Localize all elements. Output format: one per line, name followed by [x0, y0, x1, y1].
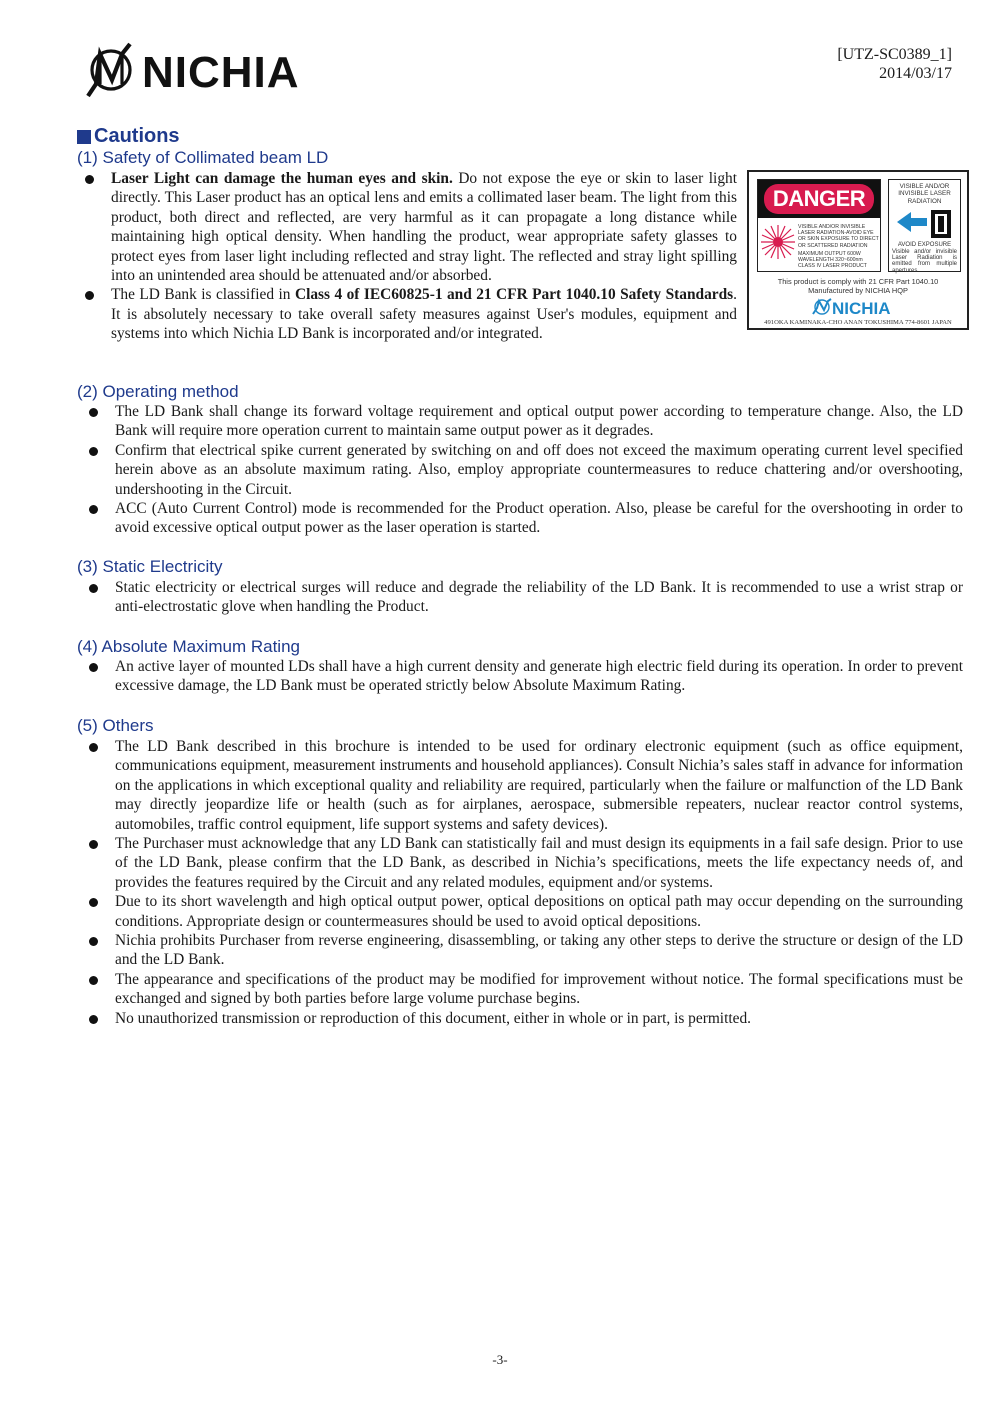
list-item: No unauthorized transmission or reproduction of this document, either in whole or in part, is permitted.	[115, 1009, 963, 1028]
section-1-list	[111, 169, 737, 344]
bullet-icon	[89, 976, 98, 985]
section-5-list	[115, 737, 963, 1028]
list-item: The LD Bank shall change its forward voltage requirement and optical output power according to temperature change. Also, the LD Bank will require more operation current to maintain same output power as it degrades.	[115, 402, 963, 441]
bullet-icon	[89, 743, 98, 752]
bullet-icon	[89, 584, 98, 593]
cautions-heading: Cautions	[77, 125, 180, 148]
doc-id: [UTZ-SC0389_1]	[837, 46, 952, 63]
bullet-icon	[85, 291, 94, 300]
bullet-icon	[89, 937, 98, 946]
danger-sign: DANGER	[764, 184, 874, 214]
section-heading: (2) Operating method	[77, 382, 239, 401]
section-4-list	[115, 657, 963, 696]
compliance-statement: This product is comply with 21 CFR Part 1040.10 Manufactured by NICHIA HQP	[777, 277, 939, 295]
document-reference	[837, 45, 952, 83]
laser-warning-label	[747, 170, 969, 330]
list-item: Laser Light can damage the human eyes and skin. Do not expose the eye or skin to laser light directly. This Laser product has an optical lens and emits a collimated laser beam. The light from this product, both direct and reflected, are very harmful as it can propagate a long distance while maintaining high optical density. When handling the product, wear appropriate safety glasses to protect eyes from laser light including reflected and stray light. The reflected and stray light spilling into an unintended area should be attenuated and/or absorbed.	[111, 169, 737, 285]
aperture-arrow-icon	[895, 208, 955, 240]
list-item: Confirm that electrical spike current generated by switching on and off does not exceed the maximum operating current level specified herein above as an absolute maximum rating. Also, employ appropriate countermeasures to reduce chattering and/or overshooting, undershooting in the Circuit.	[115, 441, 963, 499]
page-number: -3-	[492, 1352, 508, 1367]
nichia-logo	[84, 40, 334, 98]
list-item: Static electricity or electrical surges will reduce and degrade the reliability of the LD Bank. It is recommended to use a wrist strap or anti-electrostatic glove when handling the Product.	[115, 578, 963, 617]
list-item: Nichia prohibits Purchaser from reverse engineering, disassembling, or taking any other steps to derive the structure or design of the LD and the LD Bank.	[115, 931, 963, 970]
label-nichia-logo	[811, 298, 911, 316]
laser-starburst-icon	[760, 224, 796, 260]
bullet-icon	[89, 663, 98, 672]
doc-date: 2014/03/17	[879, 65, 952, 82]
aperture-heading: VISIBLE AND/OR INVISIBLE LASER RADIATION	[898, 183, 951, 205]
list-item: The Purchaser must acknowledge that any LD Bank can statistically fail and must design its equipments in a fail safe design. Prior to use of the LD Bank, please confirm that the LD Bank, as described in Nichia’s specifications, meets the life expectancy needs of, and provides the features required by the Circuit and any related modules, equipment and/or systems.	[115, 834, 963, 892]
bullet-icon	[89, 408, 98, 417]
bullet-icon	[85, 175, 94, 184]
section-heading: (4) Absolute Maximum Rating	[77, 637, 300, 656]
bullet-icon	[89, 898, 98, 907]
list-item: The appearance and specifications of the product may be modified for improvement without notice. The formal specifications must be exchanged and signed by both parties before large volume purchase begins.	[115, 970, 963, 1009]
danger-text: VISIBLE AND/OR INVISIBLE LASER RADIATION-AVOID EYE OR SKIN EXPOSURE TO DIRECT OR SCATTERED RADIATION MAXIMUM OUTPUT 600W WAVELENGTH 320~600nm CLASS IV LASER PRODUCT	[798, 224, 879, 270]
bullet-icon	[89, 840, 98, 849]
logo-wordmark: NICHIA	[142, 48, 300, 97]
section-heading: (1) Safety of Collimated beam LD	[77, 148, 329, 167]
list-item: The LD Bank is classified in Class 4 of IEC60825-1 and 21 CFR Part 1040.10 Safety Standards. It is absolutely necessary to take overall safety measures against User's modules, equipment and systems into which Nichia LD Bank is incorporated and/or integrated.	[111, 285, 737, 343]
section-3-list	[115, 578, 963, 617]
nichia-emblem-icon	[88, 44, 130, 96]
section-2-list	[115, 402, 963, 538]
avoid-exposure: AVOID EXPOSURE	[897, 242, 952, 249]
svg-text:NICHIA: NICHIA	[832, 299, 891, 316]
aperture-panel	[888, 179, 961, 272]
bullet-icon	[89, 447, 98, 456]
square-bullet-icon	[77, 130, 91, 144]
danger-panel	[757, 179, 881, 272]
list-item: Due to its short wavelength and high optical output power, optical depositions on optical path may occur depending on the surrounding conditions. Appropriate design or countermeasures should be used to avoid optical depositions.	[115, 892, 963, 931]
list-item: ACC (Auto Current Control) mode is recommended for the Product operation. Also, please be careful for the overshooting in order to avoid excessive optical output power as the laser operation is started.	[115, 499, 963, 538]
list-item: The LD Bank described in this brochure is intended to be used for ordinary electronic equipment (such as office equipment, communications equipment, measurement instruments and household appliances). Consult Nichia’s sales staff in advance for information on the applications in which exceptional quality and reliability are required, particularly when the failure or malfunction of the LD Bank may directly jeopardize life or health (such as for airplanes, aerospace, submersible repeaters, nuclear reactor control systems, automobiles, traffic control equipment, life support systems and safety devices).	[115, 737, 963, 834]
avoid-detail: Visible and/or invisible Laser Radiation is emitted from multiple apertures	[892, 248, 957, 274]
section-heading: (3) Static Electricity	[77, 557, 223, 576]
bullet-icon	[89, 505, 98, 514]
label-address: 491OKA KAMINAKA-CHO ANAN TOKUSHIMA 774-8601 JAPAN	[764, 319, 952, 326]
section-heading: (5) Others	[77, 716, 154, 735]
bullet-icon	[89, 1015, 98, 1024]
list-item: An active layer of mounted LDs shall have a high current density and generate high electric field during its operation. In order to prevent excessive damage, the LD Bank must be operated strictly below Absolute Maximum Rating.	[115, 657, 963, 696]
